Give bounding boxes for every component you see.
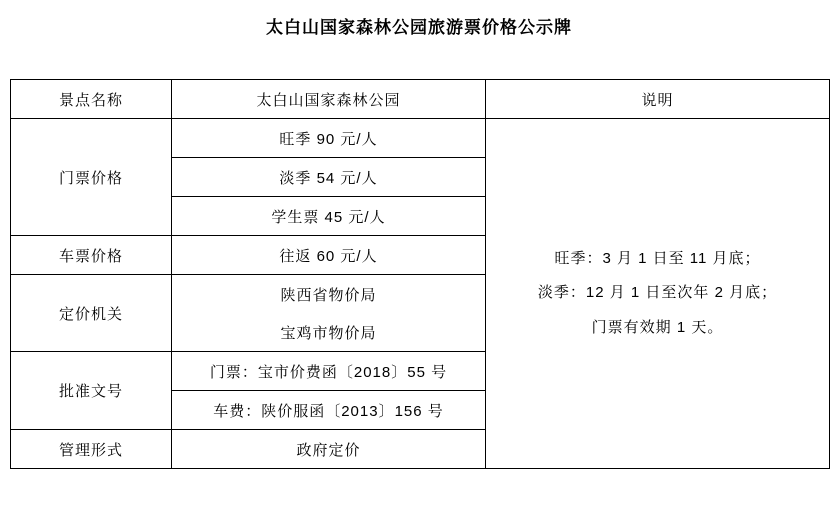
row-label-bus-price: 车票价格 — [11, 236, 172, 275]
price-table-container — [10, 79, 828, 469]
header-cell-note: 说明 — [486, 80, 830, 119]
row-value-ticket-low-season: 淡季 54 元/人 — [172, 158, 486, 197]
row-value-ticket-high-season: 旺季 90 元/人 — [172, 119, 486, 158]
row-label-management-type: 管理形式 — [11, 430, 172, 469]
row-value-approval-ticket: 门票：宝市价费函〔2018〕55 号 — [172, 352, 486, 391]
row-value-authority-province: 陕西省物价局 — [172, 275, 486, 314]
row-value-bus-round-trip: 往返 60 元/人 — [172, 236, 486, 275]
row-value-authority-city: 宝鸡市物价局 — [172, 313, 486, 352]
header-cell-value: 太白山国家森林公园 — [172, 80, 486, 119]
note-line-validity: 门票有效期 1 天。 — [591, 318, 724, 336]
row-value-management-type: 政府定价 — [172, 430, 486, 469]
note-line-low-season: 淡季：12 月 1 日至次年 2 月底； — [537, 284, 778, 302]
row-label-pricing-authority: 定价机关 — [11, 275, 172, 352]
row-label-ticket-price: 门票价格 — [11, 119, 172, 236]
row-value-ticket-student: 学生票 45 元/人 — [172, 197, 486, 236]
page-title: 太白山国家森林公园旅游票价格公示牌 — [266, 18, 572, 37]
row-label-approval-doc: 批准文号 — [11, 352, 172, 430]
row-value-approval-bus: 车费：陕价服函〔2013〕156 号 — [172, 391, 486, 430]
table-row — [11, 119, 830, 158]
table-header-row — [11, 80, 830, 119]
header-cell-name: 景点名称 — [11, 80, 172, 119]
note-cell — [486, 119, 830, 469]
note-line-high-season: 旺季：3 月 1 日至 11 月底； — [554, 249, 761, 267]
price-table — [10, 79, 830, 469]
